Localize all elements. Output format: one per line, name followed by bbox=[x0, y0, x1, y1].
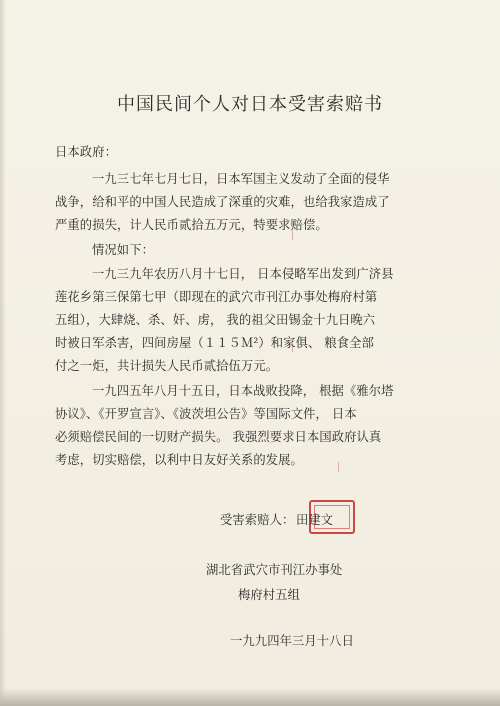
signature-label: 受害索赔人： bbox=[220, 513, 295, 527]
paragraph-2-line-3: 五组），大肆烧、杀、奸、虏， 我的祖父田锡金十九日晚六 bbox=[55, 313, 376, 327]
paragraph-1-line-3: 严重的损失，计人民币贰拾五万元，特要求赔偿。 bbox=[55, 218, 328, 232]
paragraph-1-line-2: 战争，给和平的中国人民造成了深重的灾难，也给我家造成了 bbox=[55, 195, 390, 209]
document-title: 中国民间个人对日本受害索赔书 bbox=[117, 94, 383, 115]
paragraph-3-line-2: 协议》、《开罗宣言》、《波茨坦公告》等国际文件， 日本 bbox=[55, 407, 357, 421]
paragraph-2-line-2: 莲花乡第三保第七甲（即现在的武穴市刊江办事处梅府村第 bbox=[55, 290, 378, 304]
paragraph-2-line-4: 时被日军杀害，四间房屋（１１５Ｍ²）和家俱、 粮食全部 bbox=[55, 336, 374, 350]
pencil-mark bbox=[338, 462, 339, 472]
paragraph-3-line-3: 必须赔偿民间的一切财产损失。 我强烈要求日本国政府认真 bbox=[55, 430, 382, 444]
salutation: 日本政府： bbox=[55, 145, 117, 159]
signature-name: 田建文 bbox=[296, 513, 333, 527]
pencil-mark bbox=[292, 228, 293, 240]
paragraph-3-line-4: 考虑，切实赔偿，以利中日友好关系的发展。 bbox=[55, 453, 303, 467]
paragraph-1-line-1: 一九三七年七月七日，日本军国主义发动了全面的侵华 bbox=[92, 172, 390, 186]
paragraph-3-line-1: 一九四五年八月十五日，日本战败投降， 根据《雅尔塔 bbox=[92, 384, 394, 398]
document-date: 一九九四年三月十八日 bbox=[230, 634, 354, 648]
details-heading: 情况如下： bbox=[92, 243, 154, 257]
pencil-mark bbox=[292, 342, 293, 352]
address-line-2: 梅府村五组 bbox=[238, 588, 300, 602]
scan-bottom-shadow bbox=[0, 688, 500, 706]
paragraph-2-line-5: 付之一炬，共计损失人民币贰拾伍万元。 bbox=[55, 359, 279, 373]
address-line-1: 湖北省武穴市刊江办事处 bbox=[206, 563, 343, 577]
paragraph-2-line-1: 一九三九年农历八月十七日， 日本侵略军出发到广济县 bbox=[92, 267, 394, 281]
